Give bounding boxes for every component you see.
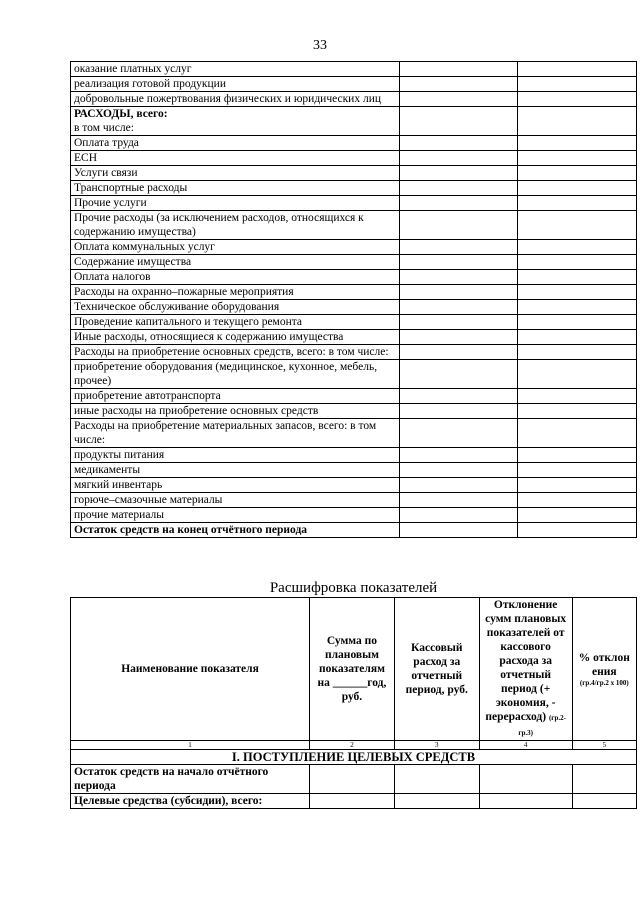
row-label — [71, 136, 400, 151]
page-number: 33 — [313, 38, 327, 53]
row-label — [71, 523, 400, 538]
value-cell[interactable] — [400, 389, 518, 404]
row-label-text: Проведение капитального и текущего ремонта — [74, 316, 303, 328]
value-cell[interactable] — [517, 270, 636, 285]
column-number: 3 — [394, 741, 479, 750]
header-deviation-percent — [572, 598, 636, 741]
value-cell[interactable] — [400, 62, 518, 77]
value-cell[interactable] — [517, 300, 636, 315]
row-label — [71, 345, 400, 360]
value-cell[interactable] — [517, 389, 636, 404]
table-row — [71, 508, 637, 523]
row-label — [71, 448, 400, 463]
header-planned-sum: Сумма по плановым показателям на ______год, руб. — [310, 598, 395, 741]
value-cell[interactable] — [517, 508, 636, 523]
table-row — [71, 404, 637, 419]
table-row — [71, 300, 637, 315]
cell-cash[interactable] — [394, 765, 479, 794]
header-deviation-text: Отклонение сумм плановых показателей от кассового расхода за отчетный период (+ экономия, - перерасход) — [485, 599, 567, 723]
value-cell[interactable] — [517, 181, 636, 196]
table-row — [71, 765, 637, 794]
column-number: 5 — [572, 741, 636, 750]
value-cell[interactable] — [517, 77, 636, 92]
table-row — [71, 493, 637, 508]
table-row — [71, 62, 637, 77]
header-row — [71, 598, 637, 741]
table-row — [71, 255, 637, 270]
row-label — [71, 404, 400, 419]
row-label — [71, 196, 400, 211]
row-label — [71, 315, 400, 330]
row-label — [71, 360, 400, 389]
value-cell[interactable] — [400, 463, 518, 478]
value-cell[interactable] — [517, 151, 636, 166]
value-cell[interactable] — [400, 493, 518, 508]
cell-deviation[interactable] — [479, 794, 572, 809]
value-cell[interactable] — [400, 92, 518, 107]
row-label — [71, 300, 400, 315]
row-label — [71, 107, 400, 136]
row-label-text: РАСХОДЫ, всего: — [74, 108, 168, 120]
cell-cash[interactable] — [394, 794, 479, 809]
row-label — [71, 77, 400, 92]
value-cell[interactable] — [400, 478, 518, 493]
value-cell[interactable] — [400, 345, 518, 360]
value-cell[interactable] — [400, 240, 518, 255]
value-cell[interactable] — [517, 448, 636, 463]
indicators-caption: Расшифровка показателей — [269, 580, 438, 596]
header-cash-expense: Кассовый расход за отчетный период, руб. — [394, 598, 479, 741]
row-label-text: Прочие расходы (за исключением расходов, относящихся к содержанию имущества) — [74, 212, 364, 238]
row-label — [71, 270, 400, 285]
row-label-text: приобретение автотранспорта — [74, 390, 221, 402]
value-cell[interactable] — [517, 196, 636, 211]
section-row — [71, 750, 637, 765]
value-cell[interactable] — [517, 255, 636, 270]
value-cell[interactable] — [517, 136, 636, 151]
table-row — [71, 92, 637, 107]
table-row — [71, 523, 637, 538]
row-label — [71, 493, 400, 508]
value-cell[interactable] — [400, 136, 518, 151]
row-label-text: Оплата труда — [74, 137, 139, 149]
value-cell[interactable] — [517, 523, 636, 538]
row-label-text: Прочие услуги — [74, 197, 147, 209]
value-cell[interactable] — [517, 240, 636, 255]
value-cell[interactable] — [400, 151, 518, 166]
value-cell[interactable] — [517, 107, 636, 136]
value-cell[interactable] — [400, 315, 518, 330]
header-percent-note: (гр.4/гр.2 х 100) — [579, 678, 629, 687]
value-cell[interactable] — [400, 255, 518, 270]
value-cell[interactable] — [517, 315, 636, 330]
row-sublabel-text: в том числе: — [74, 122, 134, 134]
row-label-text: реализация готовой продукции — [74, 78, 226, 90]
value-cell[interactable] — [400, 285, 518, 300]
row-label-text: ЕСН — [74, 152, 97, 164]
value-cell[interactable] — [517, 478, 636, 493]
row-label-text: Оплата налогов — [74, 271, 151, 283]
section-title: I. ПОСТУПЛЕНИЕ ЦЕЛЕВЫХ СРЕДСТВ — [71, 750, 637, 765]
header-indicator-name: Наименование показателя — [71, 598, 310, 741]
row-label — [71, 463, 400, 478]
row-label-text: Остаток средств на конец отчётного периода — [74, 524, 308, 536]
value-cell[interactable] — [517, 285, 636, 300]
row-label — [71, 255, 400, 270]
table-row — [71, 794, 637, 809]
value-cell[interactable] — [400, 196, 518, 211]
header-deviation — [479, 598, 572, 741]
row-label-text: приобретение оборудования (медицинское, кухонное, мебель, прочее) — [74, 361, 378, 387]
table-row — [71, 345, 637, 360]
row-label-text: Иные расходы, относящиеся к содержанию имущества — [74, 331, 344, 343]
row-label-text: Услуги связи — [74, 167, 138, 179]
row-label: Остаток средств на начало отчётного периода — [71, 765, 310, 794]
value-cell[interactable] — [517, 166, 636, 181]
row-label-text: Техническое обслуживание оборудования — [74, 301, 280, 313]
value-cell[interactable] — [400, 107, 518, 136]
table-row — [71, 389, 637, 404]
value-cell[interactable] — [400, 419, 518, 448]
row-label-text: горюче–смазочные материалы — [74, 494, 223, 506]
table-row — [71, 77, 637, 92]
row-label — [71, 166, 400, 181]
cell-percent[interactable] — [572, 794, 636, 809]
cell-deviation[interactable] — [479, 765, 572, 794]
row-label — [71, 285, 400, 300]
table-row — [71, 419, 637, 448]
row-label-text: Транспортные расходы — [74, 182, 188, 194]
row-label — [71, 181, 400, 196]
value-cell[interactable] — [400, 166, 518, 181]
cell-planned[interactable] — [310, 765, 395, 794]
column-number: 4 — [479, 741, 572, 750]
table-row — [71, 315, 637, 330]
table-row — [71, 136, 637, 151]
row-label-text: прочие материалы — [74, 509, 164, 521]
table-row — [71, 151, 637, 166]
row-label — [71, 92, 400, 107]
value-cell[interactable] — [400, 77, 518, 92]
value-cell[interactable] — [517, 330, 636, 345]
row-label-text: Оплата коммунальных услуг — [74, 241, 215, 253]
column-number: 2 — [310, 741, 395, 750]
header-deviation-note: (гр.2-гр.3) — [518, 714, 566, 737]
value-cell[interactable] — [400, 330, 518, 345]
column-number: 1 — [71, 741, 310, 750]
row-label-text: оказание платных услуг — [74, 63, 192, 75]
row-label-text: Расходы на приобретение материальных запасов, всего: в том числе: — [74, 420, 377, 446]
table-row — [71, 360, 637, 389]
table-row — [71, 478, 637, 493]
table-row — [71, 166, 637, 181]
column-number-row — [71, 741, 637, 750]
cell-percent[interactable] — [572, 765, 636, 794]
table-row — [71, 270, 637, 285]
row-label-text: мягкий инвентарь — [74, 479, 163, 491]
expenses-table — [70, 61, 637, 538]
value-cell[interactable] — [400, 523, 518, 538]
row-label: Целевые средства (субсидии), всего: — [71, 794, 310, 809]
row-label — [71, 389, 400, 404]
indicators-table — [70, 597, 637, 809]
table-row — [71, 196, 637, 211]
value-cell[interactable] — [400, 404, 518, 419]
value-cell[interactable] — [400, 211, 518, 240]
row-label — [71, 240, 400, 255]
table-row — [71, 107, 637, 136]
table-row — [71, 448, 637, 463]
row-label — [71, 330, 400, 345]
row-label — [71, 419, 400, 448]
value-cell[interactable] — [400, 508, 518, 523]
row-label — [71, 508, 400, 523]
row-label-text: добровольные пожертвования физических и юридических лиц — [74, 93, 382, 105]
row-label-text: Расходы на приобретение основных средств, всего: в том числе: — [74, 346, 389, 358]
table-row — [71, 240, 637, 255]
row-label-text: Расходы на охранно–пожарные мероприятия — [74, 286, 294, 298]
value-cell[interactable] — [517, 345, 636, 360]
row-label — [71, 478, 400, 493]
row-label — [71, 151, 400, 166]
value-cell[interactable] — [517, 404, 636, 419]
row-label — [71, 62, 400, 77]
row-label — [71, 211, 400, 240]
table-row — [71, 330, 637, 345]
table-row — [71, 463, 637, 478]
value-cell[interactable] — [400, 181, 518, 196]
value-cell[interactable] — [400, 300, 518, 315]
value-cell[interactable] — [517, 419, 636, 448]
value-cell[interactable] — [517, 493, 636, 508]
cell-planned[interactable] — [310, 794, 395, 809]
value-cell[interactable] — [517, 463, 636, 478]
value-cell[interactable] — [517, 360, 636, 389]
table-row — [71, 181, 637, 196]
value-cell[interactable] — [517, 211, 636, 240]
value-cell[interactable] — [517, 62, 636, 77]
row-label-text: медикаменты — [74, 464, 141, 476]
value-cell[interactable] — [517, 92, 636, 107]
table-row — [71, 211, 637, 240]
table-row — [71, 285, 637, 300]
row-label-text: Содержание имущества — [74, 256, 192, 268]
header-percent-text: % отклон ения — [578, 651, 630, 678]
row-label-text: иные расходы на приобретение основных средств — [74, 405, 319, 417]
value-cell[interactable] — [400, 448, 518, 463]
value-cell[interactable] — [400, 360, 518, 389]
value-cell[interactable] — [400, 270, 518, 285]
row-label-text: продукты питания — [74, 449, 165, 461]
